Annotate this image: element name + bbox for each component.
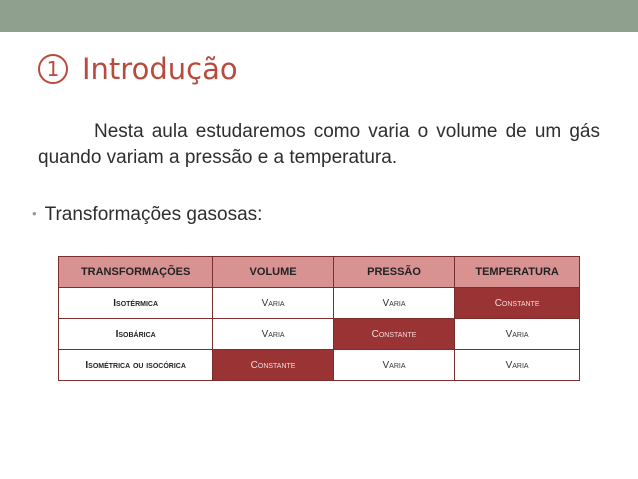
bullet-text: Transformações gasosas: [44,204,263,225]
cell-temperatura: Constante [455,288,580,319]
table-row [59,288,580,319]
cell-temperatura: Varia [455,350,580,381]
intro-paragraph: Nesta aula estudaremos como varia o volume de um gás quando variam a pressão e a temperatura. [38,121,600,168]
header-volume: VOLUME [213,257,334,288]
header-pressao: PRESSÃO [333,257,454,288]
circled-number-icon: 1 [38,54,68,84]
cell-pressao: Varia [333,350,454,381]
transformations-table [58,256,580,381]
table-row [59,350,580,381]
cell-temperatura: Varia [455,319,580,350]
row-name: Isométrica ou isocórica [59,350,213,381]
header-temperatura: TEMPERATURA [455,257,580,288]
slide-title [38,52,238,86]
bullet-item [32,204,262,226]
row-name: Isobárica [59,319,213,350]
cell-volume: Varia [213,319,334,350]
table-header-row [59,257,580,288]
cell-pressao: Varia [333,288,454,319]
slide-title-text: Introdução [82,52,238,86]
bullet-dot-icon: • [32,206,37,221]
cell-pressao: Constante [333,319,454,350]
top-bar [0,0,638,32]
table-row [59,319,580,350]
cell-volume: Varia [213,288,334,319]
header-transformacoes: TRANSFORMAÇÕES [59,257,213,288]
row-name: Isotérmica [59,288,213,319]
cell-volume: Constante [213,350,334,381]
